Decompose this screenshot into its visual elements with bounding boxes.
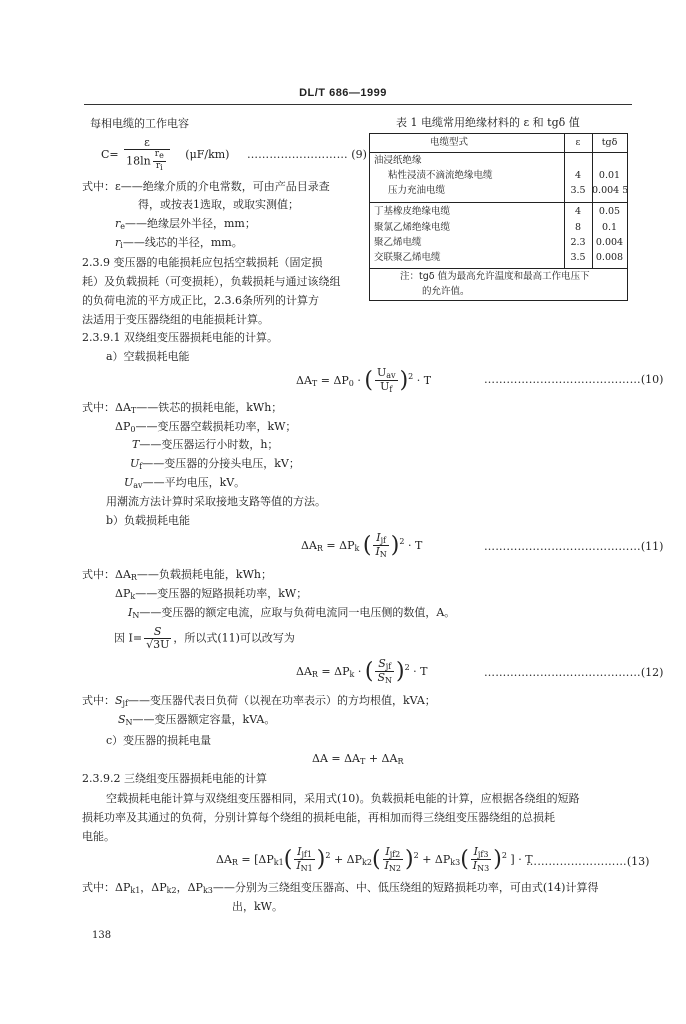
eq11-where-1 bbox=[82, 568, 272, 584]
page-number: 138 bbox=[92, 930, 112, 941]
eq9-leader: ……………………… bbox=[246, 147, 348, 161]
eq13-t3-sub: k3 bbox=[450, 857, 461, 867]
eq13-t2: + ΔP bbox=[333, 852, 363, 866]
eq12-num: S bbox=[378, 656, 386, 670]
eq13-frac2 bbox=[383, 846, 403, 875]
eq10-fraction bbox=[375, 367, 398, 396]
para-2392-line2: 损耗功率及其通过的负荷，分别计算每个绕组的损耗电能，再相加而得三绕组变压器绕组的总损耗 bbox=[82, 811, 555, 824]
eq13-n2: I bbox=[385, 844, 390, 858]
table-cell-tg: 0.01 bbox=[598, 170, 621, 181]
eq10-where-1 bbox=[82, 401, 282, 417]
eq10-den-sub: f bbox=[389, 385, 393, 395]
equation-11: $\Delta A_R = \Delta P_k$ ( $\frac{I_{jf}}{I_N}$ )$^2$ · T bbox=[301, 530, 423, 560]
where-prefix: 式中： bbox=[82, 568, 115, 581]
table-row: 聚氯乙烯绝缘电缆 bbox=[374, 222, 451, 233]
eq11-num: I bbox=[376, 530, 381, 544]
eq11-exp: 2 bbox=[399, 536, 405, 546]
eq13w-text: ——分别为三绕组变压器高、中、低压绕组的短路损耗功率，可由式(14)计算得 bbox=[212, 881, 599, 894]
w3-symbol: T bbox=[132, 438, 140, 451]
eq12-label: (12) bbox=[640, 666, 664, 679]
eq12-dp-sub: k bbox=[349, 669, 355, 679]
eq10-num: U bbox=[376, 365, 387, 379]
para-239-line1: 2.3.9 变压器的电能损耗应包括空载损耗（固定损 bbox=[82, 256, 323, 269]
bw1-text: ——负载损耗电能，kWh； bbox=[136, 568, 272, 581]
table-cell-eps: 3.5 bbox=[570, 185, 586, 196]
eq13-n2-sub: jf2 bbox=[389, 849, 401, 859]
w1-text: ——铁芯的损耗电能，kWh； bbox=[136, 401, 283, 414]
section-2392-title: 2.3.9.2 三绕组变压器损耗电能的计算 bbox=[82, 772, 267, 785]
eq9-lhs: C= bbox=[101, 147, 119, 161]
table-row: 聚乙烯电缆 bbox=[374, 237, 422, 248]
table-row: 交联聚乙烯电缆 bbox=[374, 252, 441, 263]
eq13-exp2: 2 bbox=[413, 850, 419, 860]
table-header-eps: ε bbox=[575, 137, 581, 148]
table-row: 压力充油电缆 bbox=[388, 185, 446, 196]
table-note-divider bbox=[370, 268, 627, 269]
subsection-b-title: b）负载损耗电能 bbox=[106, 514, 191, 527]
eq10-where-3 bbox=[132, 438, 278, 453]
eq10-lhs-sub: T bbox=[311, 378, 318, 388]
equation-13: $\Delta A_R = [\Delta P_{k1}$( $\frac{I_{jf1}}{I_{N1}}$ )$^2 + \Delta P_{k2}$( $\frac{I_{jf2}}{I_{N2}}$ )$^2 + \Delta P_{k3}$( $\frac{I_{jf3}}{I_{N3}}$ )$^2$ ] · T bbox=[216, 844, 533, 874]
table-caption: 表 1 电缆常用绝缘材料的 ε 和 tgδ 值 bbox=[396, 116, 580, 129]
eq10-dot: · bbox=[357, 373, 361, 387]
table-row: 粘性浸渍不滴流绝缘电缆 bbox=[388, 170, 493, 181]
eq13-t3: + ΔP bbox=[422, 852, 451, 866]
w1-sub: T bbox=[130, 406, 137, 415]
eq11-where-3 bbox=[128, 606, 455, 622]
where-prefix: 式中： bbox=[82, 881, 115, 894]
table-cell-eps: 3.5 bbox=[570, 252, 586, 263]
eq12-leader: …………………………………… bbox=[484, 666, 641, 679]
eq9-denominator bbox=[124, 150, 170, 173]
eq13w-p1: ΔP bbox=[115, 881, 131, 894]
ri-sub: i bbox=[120, 241, 123, 250]
eq9-where-eps bbox=[82, 180, 330, 195]
table-cell-eps: 4 bbox=[574, 170, 582, 181]
eq13-leader: ……………………… bbox=[526, 855, 627, 868]
since-post: ，所以式(11)可以改写为 bbox=[173, 631, 295, 645]
cw1-sub: jf bbox=[122, 699, 128, 708]
re-symbol: r bbox=[115, 217, 121, 230]
eq10-where-5 bbox=[124, 476, 245, 492]
eq9-ri-sub: i bbox=[160, 162, 163, 172]
eq10-dp-sub: 0 bbox=[348, 378, 354, 388]
eq13-t1-sub: k1 bbox=[273, 857, 284, 867]
eq13-exp1: 2 bbox=[325, 850, 331, 860]
cw2-symbol: S bbox=[118, 713, 126, 726]
eq12-dot: · bbox=[357, 664, 362, 678]
table-cell-eps: 2.3 bbox=[570, 237, 586, 248]
para-239-line3: 的负荷电流的平方成正比，2.3.6条所列的计算方 bbox=[82, 294, 319, 307]
equation-12: $\Delta A_R = \Delta P_k$ · ( $\frac{S_{jf}}{S_N}$ )$^2$ · T bbox=[296, 656, 428, 686]
table-note-line1: 注：tgδ 值为最高允许温度和最高工作电压下 bbox=[400, 271, 590, 282]
equation-9 bbox=[101, 137, 367, 173]
eq10-den: U bbox=[380, 380, 390, 394]
eq10-number bbox=[484, 373, 663, 388]
eq9-fraction bbox=[124, 137, 170, 173]
eq12-den-sub: N bbox=[384, 676, 392, 686]
eq10-label: (10) bbox=[640, 373, 664, 386]
w4-text: ——变压器的分接头电压，kV； bbox=[142, 457, 300, 470]
eq12-lhs: ΔA bbox=[296, 664, 312, 678]
eq11-lhs: ΔA bbox=[301, 538, 317, 552]
since-den: √3U bbox=[146, 638, 170, 652]
equation-10: $\Delta A_T = \Delta P_0$ · ( $\frac{U_{av}}{U_f}$ )$^2$ · T bbox=[296, 365, 432, 395]
eq11-leader: …………………………………… bbox=[484, 540, 641, 553]
eq13w-p3: ，ΔP bbox=[176, 881, 203, 894]
eq13-n1-sub: jf1 bbox=[301, 849, 312, 859]
eq12-fraction bbox=[375, 658, 394, 687]
eq12-den: S bbox=[377, 671, 385, 685]
w5-text: ——平均电压，kV。 bbox=[142, 476, 246, 489]
where-eps-text: ε——绝缘介质的介电常数，可由产品目录查 bbox=[115, 180, 330, 193]
eq13-d2-sub: N2 bbox=[388, 864, 401, 874]
w4-sub: f bbox=[139, 462, 143, 471]
table-cell-tg: 0.004 5 bbox=[592, 185, 629, 196]
w1-symbol: ΔA bbox=[115, 401, 131, 414]
equation-total bbox=[312, 752, 403, 768]
para-239-line4: 法适用于变压器绕组的电能损耗计算。 bbox=[82, 313, 269, 326]
since-line bbox=[114, 626, 295, 651]
eq11-den-sub: N bbox=[379, 550, 387, 560]
table-cell-tg: 0.008 bbox=[595, 252, 624, 263]
bw1-symbol: ΔA bbox=[115, 568, 131, 581]
since-num: S bbox=[153, 625, 162, 638]
subsection-c-title: c）变压器的损耗电量 bbox=[106, 734, 212, 747]
running-header: DL/T 686—1999 bbox=[299, 87, 387, 99]
eq9-ln: 18ln bbox=[126, 154, 151, 168]
eq9-where-re bbox=[115, 217, 256, 233]
para-2392-line1: 空载损耗电能计算与双绕组变压器相同，采用式(10)。负载损耗电能的计算，应根据各绕组的短路 bbox=[106, 792, 580, 805]
since-pre: 因 I= bbox=[114, 631, 143, 645]
eq13-where-1 bbox=[82, 881, 598, 897]
header-rule bbox=[84, 104, 632, 105]
table-cell-eps: 8 bbox=[574, 222, 582, 233]
para-239-line2: 耗）及负载损耗（可变损耗），负载损耗与通过该绕组 bbox=[82, 275, 341, 288]
table-cell-eps: 4 bbox=[574, 206, 582, 217]
where-prefix: 式中： bbox=[82, 401, 115, 414]
eq10-exp: 2 bbox=[408, 371, 414, 381]
eq9-re: r bbox=[154, 149, 160, 160]
bw2-text: ——变压器的短路损耗功率，kW； bbox=[135, 587, 308, 600]
w3-text: ——变压器运行小时数，h； bbox=[139, 438, 279, 451]
w5-symbol: U bbox=[124, 476, 134, 489]
eq13w-p2: ，ΔP bbox=[140, 881, 167, 894]
ri-symbol: r bbox=[115, 236, 121, 249]
table-header-tg: tgδ bbox=[601, 137, 618, 148]
eq13-d1: I bbox=[296, 859, 301, 873]
eq11-tail: · T bbox=[407, 538, 423, 552]
eq12-num-sub: jf bbox=[385, 661, 392, 671]
eq13-t1: = [ΔP bbox=[241, 852, 274, 866]
w2-sub: 0 bbox=[130, 425, 136, 434]
eqt-lhs: ΔA = ΔA bbox=[312, 752, 360, 765]
eq11-dp: = ΔP bbox=[326, 538, 355, 552]
eq9-label: (9) bbox=[351, 147, 367, 161]
eq11-lhs-sub: R bbox=[316, 543, 323, 553]
eq12-where-1 bbox=[82, 694, 436, 710]
bw3-sub: N bbox=[132, 611, 140, 620]
table-row: 油浸纸绝缘 bbox=[374, 155, 422, 166]
eq10-dp: = ΔP bbox=[320, 373, 349, 387]
eq11-number bbox=[484, 540, 663, 555]
bw3-text: ——变压器的额定电流，应取与负荷电流同一电压侧的数值，A。 bbox=[139, 606, 456, 619]
w4-symbol: U bbox=[130, 457, 140, 470]
table-cell-tg: 0.1 bbox=[601, 222, 618, 233]
eq13-d1-sub: N1 bbox=[300, 864, 313, 874]
eq13-d2: I bbox=[384, 859, 389, 873]
eq11-den: I bbox=[375, 545, 380, 559]
eq11-fraction bbox=[373, 532, 388, 561]
table-header-type: 电缆型式 bbox=[430, 137, 469, 148]
eq13-exp3: 2 bbox=[501, 850, 507, 860]
eqt-plus: + ΔA bbox=[365, 752, 398, 765]
bw1-sub: R bbox=[130, 573, 137, 582]
table-note-line2: 的允许值。 bbox=[422, 286, 470, 297]
eq9-numerator: ε bbox=[124, 137, 170, 150]
eq13-tail: ] · T bbox=[510, 852, 533, 866]
where-prefix: 式中： bbox=[82, 180, 115, 193]
eq12-lhs-sub: R bbox=[311, 669, 318, 679]
ri-text: ——线芯的半径，mm。 bbox=[122, 236, 243, 249]
w2-symbol: ΔP bbox=[115, 420, 131, 433]
since-fraction bbox=[144, 626, 171, 651]
eq10-lhs: ΔA bbox=[296, 373, 312, 387]
cw1-text: ——变压器代表日负荷（以视在功率表示）的方均根值，kVA； bbox=[128, 694, 436, 707]
capacitance-title: 每相电缆的工作电容 bbox=[90, 117, 189, 130]
eq13-n3: I bbox=[473, 844, 478, 858]
eqt-sub1: T bbox=[360, 757, 366, 766]
eq12-dp: = ΔP bbox=[321, 664, 350, 678]
eq12-number bbox=[484, 666, 663, 681]
eq10-tail: · T bbox=[416, 373, 432, 387]
eq13-n1: I bbox=[297, 844, 302, 858]
bw2-sub: k bbox=[130, 592, 136, 601]
eq11-label: (11) bbox=[640, 540, 664, 553]
cw2-sub: N bbox=[125, 718, 133, 727]
eq9-where-ri bbox=[115, 236, 243, 252]
eq9-unit: (μF/km) bbox=[185, 147, 230, 161]
loadflow-note: 用潮流方法计算时采取接地支路等值的方法。 bbox=[106, 495, 326, 508]
table-1 bbox=[369, 133, 628, 301]
eq13-n3-sub: jf3 bbox=[477, 849, 489, 859]
table-cell-tg: 0.004 bbox=[595, 237, 624, 248]
eq9-where-eps-cont: 得，或按表1选取，或取实测值； bbox=[138, 198, 299, 211]
section-2391-title: 2.3.9.1 双绕组变压器损耗电能的计算。 bbox=[82, 331, 278, 344]
re-sub: e bbox=[120, 222, 125, 231]
eq13-lhs-sub: R bbox=[231, 857, 238, 867]
eq13w-sub2: k2 bbox=[166, 886, 177, 895]
eq13-frac1 bbox=[294, 846, 314, 875]
w2-text: ——变压器空载损耗功率，kW； bbox=[135, 420, 297, 433]
w5-sub: av bbox=[133, 481, 143, 490]
eq13w-sub1: k1 bbox=[130, 886, 141, 895]
eq13-lhs: ΔA bbox=[216, 852, 232, 866]
para-2392-line3: 电能。 bbox=[82, 830, 115, 843]
eq12-tail: · T bbox=[413, 664, 428, 678]
re-text: ——绝缘层外半径，mm； bbox=[125, 217, 256, 230]
cw2-text: ——变压器额定容量，kVA。 bbox=[132, 713, 276, 726]
eq9-re-sub: e bbox=[159, 151, 164, 161]
where-prefix: 式中： bbox=[82, 694, 115, 707]
eq13w-sub3: k3 bbox=[202, 886, 213, 895]
eq9-ri: r bbox=[155, 160, 161, 171]
eq10-where-2 bbox=[115, 420, 296, 436]
eq10-where-4 bbox=[130, 457, 300, 473]
bw3-symbol: I bbox=[128, 606, 133, 619]
table-row: 丁基橡皮绝缘电缆 bbox=[374, 206, 451, 217]
eq13-d3: I bbox=[472, 859, 478, 873]
subsection-a-title: a）空载损耗电能 bbox=[106, 350, 190, 363]
eq11-num-sub: jf bbox=[380, 535, 387, 545]
eq13-number bbox=[526, 855, 649, 870]
eq13-t2-sub: k2 bbox=[362, 857, 372, 867]
eq11-dp-sub: k bbox=[354, 543, 360, 553]
eq13-d3-sub: N3 bbox=[477, 864, 490, 874]
eq13-where-2: 出，kW。 bbox=[232, 900, 283, 913]
table-group-divider bbox=[370, 202, 627, 203]
table-cell-tg: 0.05 bbox=[598, 206, 621, 217]
bw2-symbol: ΔP bbox=[115, 587, 131, 600]
eq10-leader: …………………………………… bbox=[484, 373, 641, 386]
eq13-frac3 bbox=[471, 846, 491, 875]
eq10-num-sub: av bbox=[386, 370, 396, 380]
eq11-where-2 bbox=[115, 587, 307, 603]
eq12-where-2 bbox=[118, 713, 275, 729]
eq13-label: (13) bbox=[626, 855, 650, 868]
cw1-symbol: S bbox=[115, 694, 123, 707]
eq12-exp: 2 bbox=[404, 662, 410, 672]
eqt-sub2: R bbox=[397, 757, 404, 766]
